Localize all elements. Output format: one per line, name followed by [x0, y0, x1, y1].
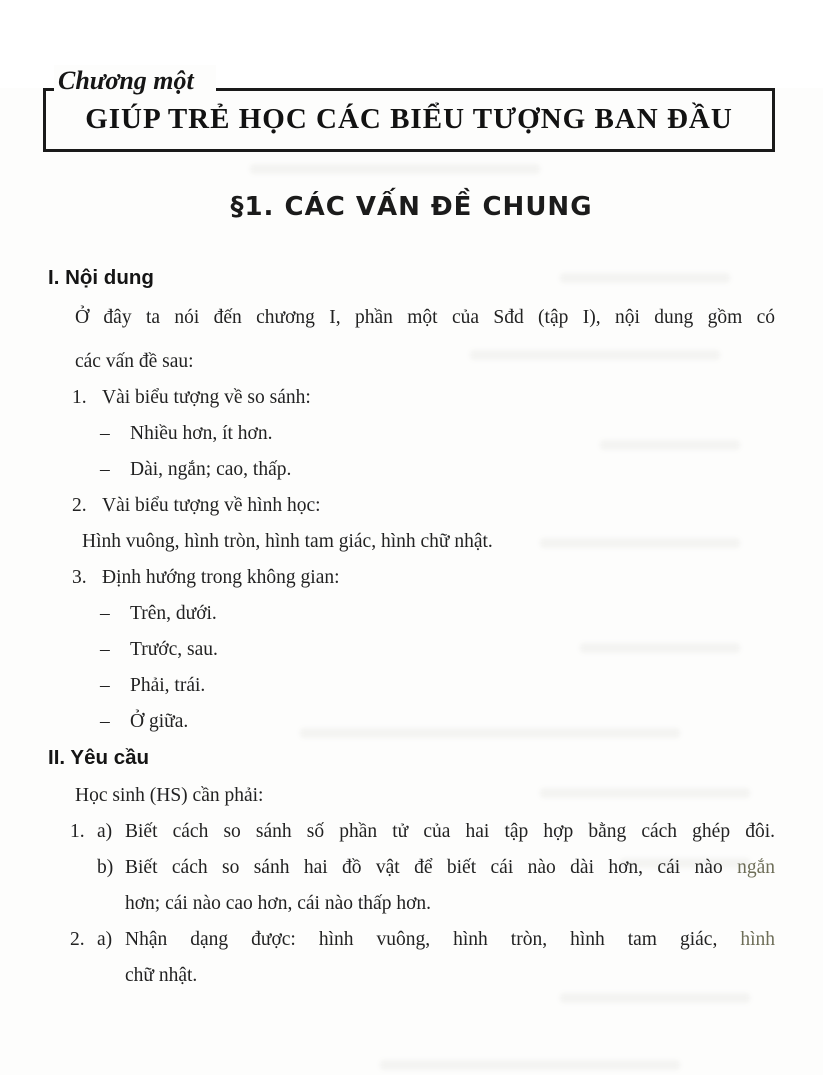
list-item [48, 704, 775, 740]
dash-marker: – [100, 639, 110, 660]
list-item [48, 524, 775, 560]
list-item-text: Trước, sau. [130, 639, 218, 660]
requirement-text [125, 922, 775, 958]
list-item [48, 488, 775, 524]
requirement-text: Biết cách so sánh số phần tử của hai tập hợp bằng cách ghép đôi. [125, 821, 775, 842]
scan-artifact [380, 1060, 680, 1070]
list-marker: 1. [72, 387, 87, 408]
list-item-text: Vài biểu tượng về hình học: [102, 495, 321, 516]
list-item [48, 596, 775, 632]
scan-artifact [250, 164, 540, 174]
part1-heading: I. Nội dung [48, 266, 154, 289]
requirement-text-main: Biết cách so sánh hai đồ vật để biết cái nào dài hơn, cái nào [125, 857, 723, 878]
dash-marker: – [100, 711, 110, 732]
list-marker: 2. [72, 495, 87, 516]
requirement-letter: b) [97, 857, 114, 878]
requirement-text-main: Nhận dạng được: hình vuông, hình tròn, hình tam giác, [125, 929, 718, 950]
requirement-number: 2. [70, 929, 85, 950]
list-marker: 3. [72, 567, 87, 588]
list-item-text: Dài, ngắn; cao, thấp. [130, 459, 292, 480]
requirement-letter: a) [97, 821, 113, 842]
requirement-continuation [48, 886, 775, 922]
requirement-text: hơn; cái nào cao hơn, cái nào thấp hơn. [125, 893, 432, 914]
scan-artifact [560, 993, 750, 1003]
scanned-book-page [0, 66, 823, 1075]
requirement-text: chữ nhật. [125, 965, 198, 986]
list-item-text: Phải, trái. [130, 675, 206, 696]
requirement-letter: a) [97, 929, 113, 950]
chapter-title-box [43, 66, 775, 152]
list-item [48, 380, 775, 416]
part2-heading: II. Yêu cầu [48, 746, 150, 769]
dash-marker: – [100, 603, 110, 624]
requirement-item [48, 922, 775, 958]
list-item-text: Hình vuông, hình tròn, hình tam giác, hình chữ nhật. [82, 531, 493, 552]
list-item [48, 668, 775, 704]
intro-text: Ở đây ta nói đến chương I, phần một của Sđd (tập I), nội dung gồm có [75, 307, 775, 328]
lead-text: Học sinh (HS) cần phải: [75, 785, 264, 806]
requirement-text [125, 850, 775, 886]
requirement-item [48, 850, 775, 886]
section-title: §1. CÁC VẤN ĐỀ CHUNG [230, 192, 593, 222]
requirement-text-faded: hình [740, 929, 775, 950]
section-yeu-cau [48, 744, 775, 994]
requirement-number: 1. [70, 821, 85, 842]
section-noi-dung [48, 264, 775, 740]
list-item [48, 560, 775, 596]
intro-line [48, 300, 775, 336]
list-item [48, 416, 775, 452]
chapter-number-label: Chương một [54, 65, 216, 101]
list-item [48, 452, 775, 488]
list-item-text: Nhiều hơn, ít hơn. [130, 423, 273, 444]
intro-text: các vấn đề sau: [75, 351, 194, 372]
list-item-text: Ở giữa. [130, 711, 189, 732]
list-item-text: Vài biểu tượng về so sánh: [102, 387, 311, 408]
intro-line [48, 344, 775, 380]
dash-marker: – [100, 675, 110, 696]
list-item-text: Định hướng trong không gian: [102, 567, 340, 588]
list-item [48, 632, 775, 668]
requirement-item [48, 814, 775, 850]
chapter-header [43, 66, 775, 152]
lead-line [48, 778, 775, 814]
dash-marker: – [100, 423, 110, 444]
requirement-continuation [48, 958, 775, 994]
chapter-title: GIÚP TRẺ HỌC CÁC BIỂU TƯỢNG BAN ĐẦU [85, 102, 733, 135]
list-item-text: Trên, dưới. [130, 603, 217, 624]
dash-marker: – [100, 459, 110, 480]
requirement-text-faded: ngắn [737, 857, 775, 878]
